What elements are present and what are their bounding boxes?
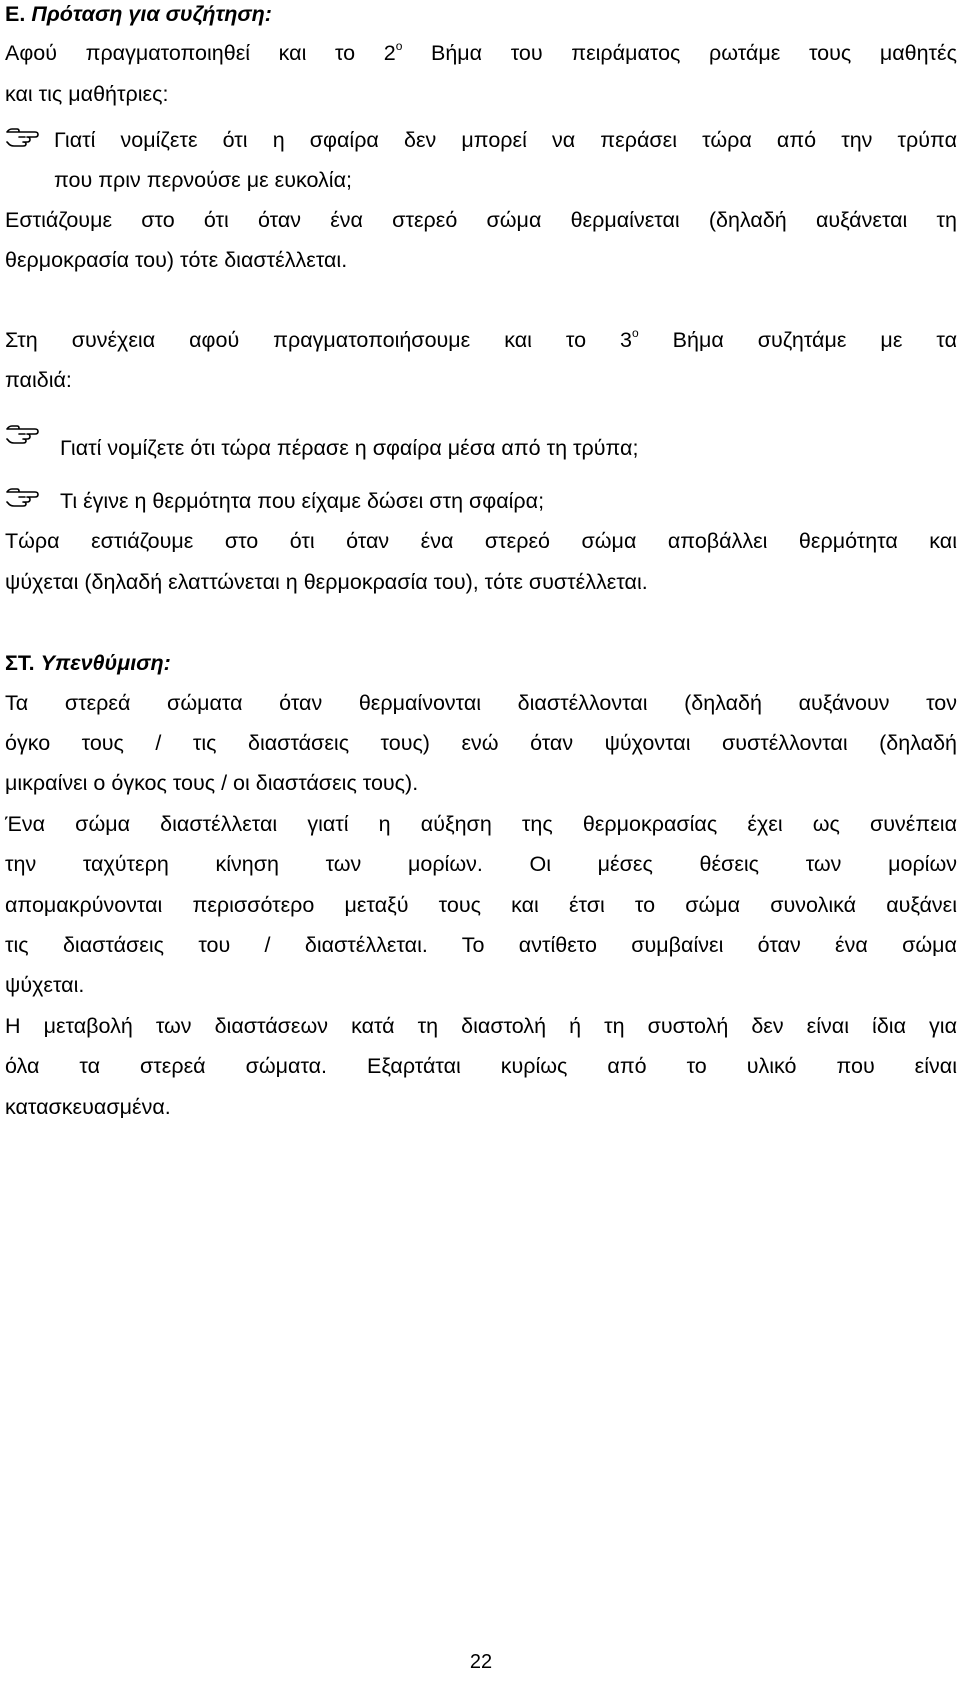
- reminder-p2-line-3: απομακρύνονται περισσότερο μεταξύ τους και έτσι το σώμα συνολικά αυξάνει: [5, 893, 957, 917]
- continue-superscript: ο: [632, 325, 639, 340]
- section-st-label: ΣΤ.: [5, 651, 35, 675]
- intro-line-1: [5, 37, 957, 69]
- question-3: Τι έγινε η θερμότητα που είχαμε δώσει στη σφαίρα;: [60, 489, 545, 513]
- reminder-p3-line-1: Η μεταβολή των διαστάσεων κατά τη διαστολή ή τη συστολή δεν είναι ίδια για: [5, 1014, 957, 1038]
- continue-line-1: [5, 324, 957, 356]
- intro-text-pre: Αφού πραγματοποιηθεί και το 2: [5, 41, 396, 65]
- focus-line-2: θερμοκρασία του) τότε διαστέλλεται.: [5, 248, 348, 272]
- reminder-p2-line-4: τις διαστάσεις του / διαστέλλεται. Το αντίθετο συμβαίνει όταν ένα σώμα: [5, 933, 957, 957]
- intro-line-2: και τις μαθήτριες:: [5, 82, 169, 106]
- pointing-hand-icon: [5, 124, 49, 148]
- reminder-p2-line-2: την ταχύτερη κίνηση των μορίων. Οι μέσες θέσεις των μορίων: [5, 852, 957, 876]
- pointing-hand-icon: [5, 484, 49, 508]
- continue-line-2: παιδιά:: [5, 368, 72, 392]
- continue-text-pre: Στη συνέχεια αφού πραγματοποιήσουμε και το 3: [5, 328, 633, 352]
- continue-text-post: Βήμα συζητάμε με τα: [638, 328, 957, 352]
- reminder-p3-line-2: όλα τα στερεά σώματα. Εξαρτάται κυρίως από το υλικό που είναι: [5, 1054, 957, 1078]
- section-st-heading: [5, 647, 171, 679]
- page-number: 22: [469, 1651, 493, 1673]
- section-e-title: Πρόταση για συζήτηση:: [31, 2, 272, 26]
- reminder-p1-line-3: μικραίνει ο όγκος τους / οι διαστάσεις τους).: [5, 771, 419, 795]
- focus2-line-1: Τώρα εστιάζουμε στο ότι όταν ένα στερεό σώμα αποβάλλει θερμότητα και: [5, 529, 957, 553]
- reminder-p2-line-1: Ένα σώμα διαστέλλεται γιατί η αύξηση της θερμοκρασίας έχει ως συνέπεια: [5, 812, 957, 836]
- focus-line-1: Εστιάζουμε στο ότι όταν ένα στερεό σώμα θερμαίνεται (δηλαδή αυξάνεται τη: [5, 208, 957, 232]
- focus2-line-2: ψύχεται (δηλαδή ελαττώνεται η θερμοκρασία του), τότε συστέλλεται.: [5, 570, 648, 594]
- reminder-p2-line-5: ψύχεται.: [5, 973, 85, 997]
- pointing-hand-icon: [5, 421, 49, 445]
- reminder-p1-line-1: Τα στερεά σώματα όταν θερμαίνονται διαστέλλονται (δηλαδή αυξάνουν τον: [5, 691, 957, 715]
- document-page: [5, 0, 957, 1686]
- intro-text-post: Βήμα του πειράματος ρωτάμε τους μαθητές: [402, 41, 957, 65]
- intro-superscript: ο: [395, 38, 403, 53]
- question-2: Γιατί νομίζετε ότι τώρα πέρασε η σφαίρα μέσα από τη τρύπα;: [60, 436, 639, 460]
- question-1-line-2: που πριν περνούσε με ευκολία;: [54, 168, 352, 192]
- reminder-p3-line-3: κατασκευασμένα.: [5, 1095, 171, 1119]
- section-e-label: Ε.: [5, 2, 26, 26]
- section-e-heading: [5, 0, 272, 30]
- question-1-line-1: Γιατί νομίζετε ότι η σφαίρα δεν μπορεί να περάσει τώρα από την τρύπα: [54, 128, 957, 152]
- reminder-p1-line-2: όγκο τους / τις διαστάσεις τους) ενώ όταν ψύχονται συστέλλονται (δηλαδή: [5, 731, 957, 755]
- section-st-title: Υπενθύμιση:: [40, 651, 171, 675]
